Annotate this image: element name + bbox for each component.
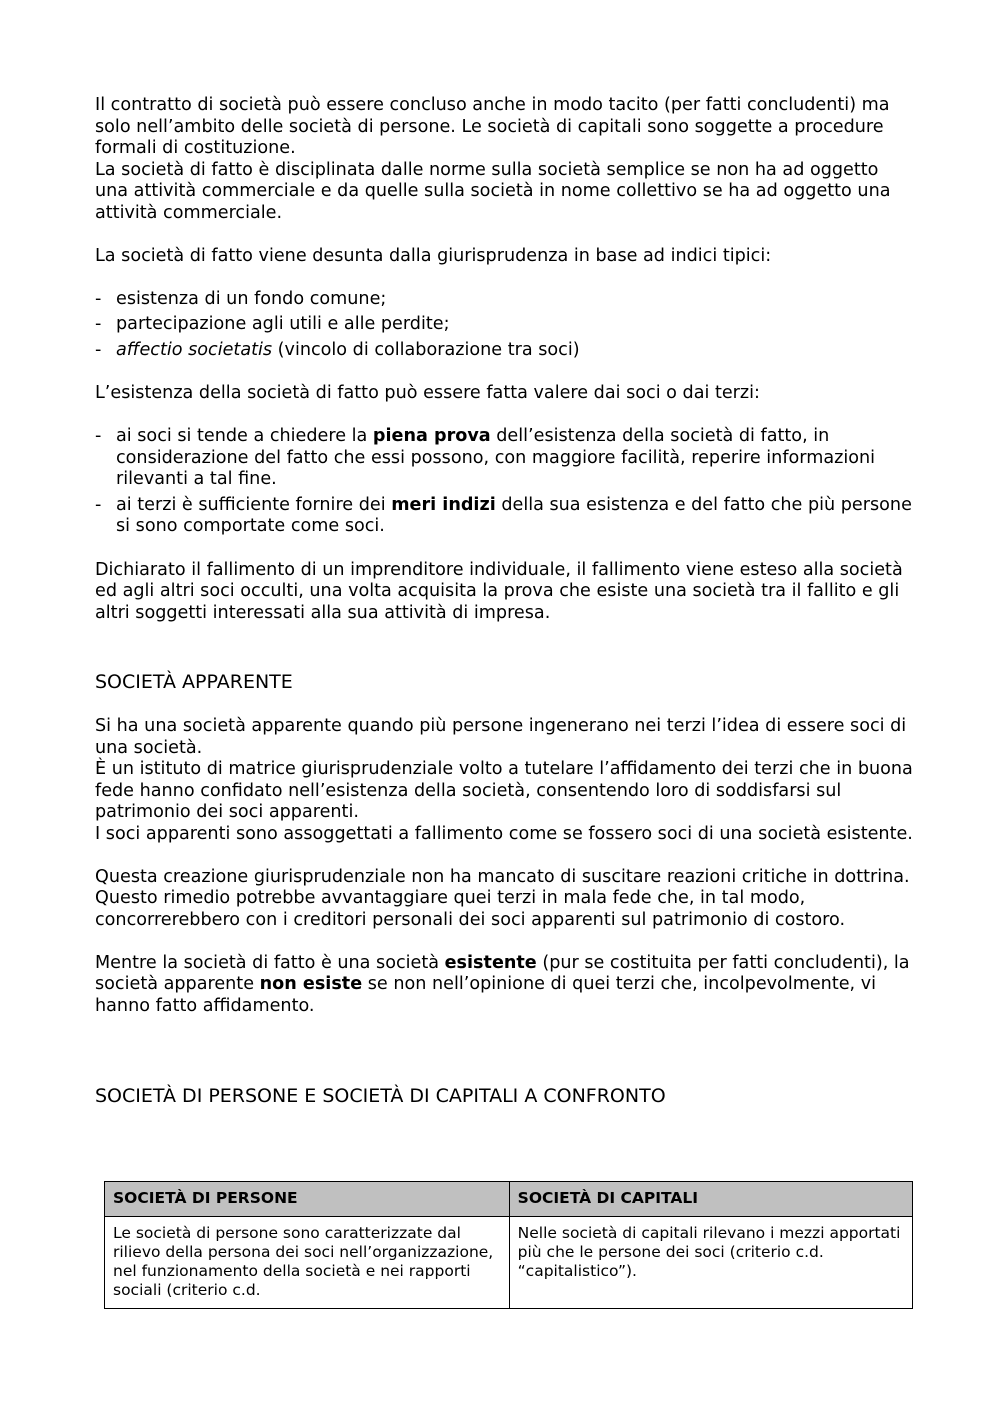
paragraph-esistenza: L’esistenza della società di fatto può essere fatta valere dai soci o dai terzi: (95, 383, 760, 403)
dash-marker: - (95, 426, 102, 446)
meri-indizi-term: meri indizi (391, 494, 496, 515)
paragraph-societa-di-fatto: La società di fatto è disciplinata dalle norme sulla società semplice se non ha ad oggetto una attività commerciale e da quelle sulla società in nome collettivo se ha ad oggetto una attività commerciale. (95, 159, 891, 223)
table-cell-capitali: Nelle società di capitali rilevano i mezzi apportati più che le persone dei soci (criterio c.d. “capitalistico”). (509, 1217, 912, 1309)
section-heading-societa-apparente: SOCIETÀ APPARENTE (95, 671, 293, 693)
paragraph-apparente-definizione: Si ha una società apparente quando più persone ingenerano nei terzi l’idea di essere soci di una società. (95, 716, 907, 758)
paragraph-fallimento: Dichiarato il fallimento di un imprenditore individuale, il fallimento viene esteso alla società ed agli altri soci occulti, una volta acquisita la prova che esiste una società tra il fallito e gli altri soggetti interessati alla sua attività di impresa. (95, 559, 903, 623)
dash-marker: - (95, 494, 102, 515)
document-page (95, 95, 915, 1108)
list-item: - esistenza di un fondo comune; (95, 288, 387, 309)
prova-list (95, 426, 915, 538)
dash-marker: - (95, 314, 102, 334)
paragraph-contratto: Il contratto di società può essere concluso anche in modo tacito (per fatti concludenti) ma solo nell’ambito delle società di persone. Le società di capitali sono soggette a procedure formali di costituzione. (95, 95, 890, 158)
paragraph-confronto-fatto-apparente: Mentre la società di fatto è una società esistente (pur se costituita per fatti concludenti), la società apparente non esiste se non nell’opinione di quei terzi che, incolpevolmente, vi hanno fatto affidamento. (95, 952, 910, 1016)
paragraph-rimedio: Questo rimedio potrebbe avvantaggiare quei terzi in mala fede che, in tal modo, concorrerebbero con i creditori personali dei soci apparenti sul patrimonio di costoro. (95, 888, 846, 930)
non-esiste-term: non esiste (259, 974, 363, 994)
comparison-table (104, 1181, 913, 1309)
list-item: - affectio societatis (vincolo di collaborazione tra soci) (95, 339, 580, 360)
affectio-societatis-term: affectio societatis (116, 339, 273, 360)
table-header-row (105, 1182, 913, 1217)
paragraph-indici-intro: La società di fatto viene desunta dalla giurisprudenza in base ad indici tipici: (95, 245, 772, 266)
piena-prova-term: piena prova (372, 426, 491, 446)
list-item: - ai terzi è sufficiente fornire dei meri indizi della sua esistenza e del fatto che più persone si sono comportate come soci. (95, 494, 912, 536)
table-row (105, 1217, 913, 1309)
table-cell-persone: Le società di persone sono caratterizzate dal rilievo della persona dei soci nell’organizzazione, nel funzionamento della società e nei rapporti sociali (criterio c.d. (105, 1217, 510, 1309)
paragraph-apparente-istituto: È un istituto di matrice giurisprudenziale volto a tutelare l’affidamento dei terzi che in buona fede hanno confidato nell’esistenza della società, consentendo loro di soddisfarsi sul patrimonio dei soci apparenti. (95, 759, 913, 822)
dash-marker: - (95, 339, 102, 360)
esistente-term: esistente (444, 952, 537, 973)
paragraph-critiche: Questa creazione giurisprudenziale non ha mancato di suscitare reazioni critiche in dottrina. (95, 866, 910, 887)
paragraph-apparente-fallimento: I soci apparenti sono assoggettati a fallimento come se fossero soci di una società esistente. (95, 823, 913, 844)
table-header-societa-persone: SOCIETÀ DI PERSONE (105, 1182, 510, 1217)
indici-list (95, 289, 915, 362)
section-heading-confronto: SOCIETÀ DI PERSONE E SOCIETÀ DI CAPITALI A CONFRONTO (95, 1085, 666, 1107)
dash-marker: - (95, 288, 102, 309)
list-item: - partecipazione agli utili e alle perdite; (95, 314, 450, 334)
table-header-societa-capitali: SOCIETÀ DI CAPITALI (509, 1182, 912, 1217)
list-item: - ai soci si tende a chiedere la piena prova dell’esistenza della società di fatto, in considerazione del fatto che essi possono, con maggiore facilità, reperire informazioni rilevanti a tal fine. (95, 426, 876, 489)
